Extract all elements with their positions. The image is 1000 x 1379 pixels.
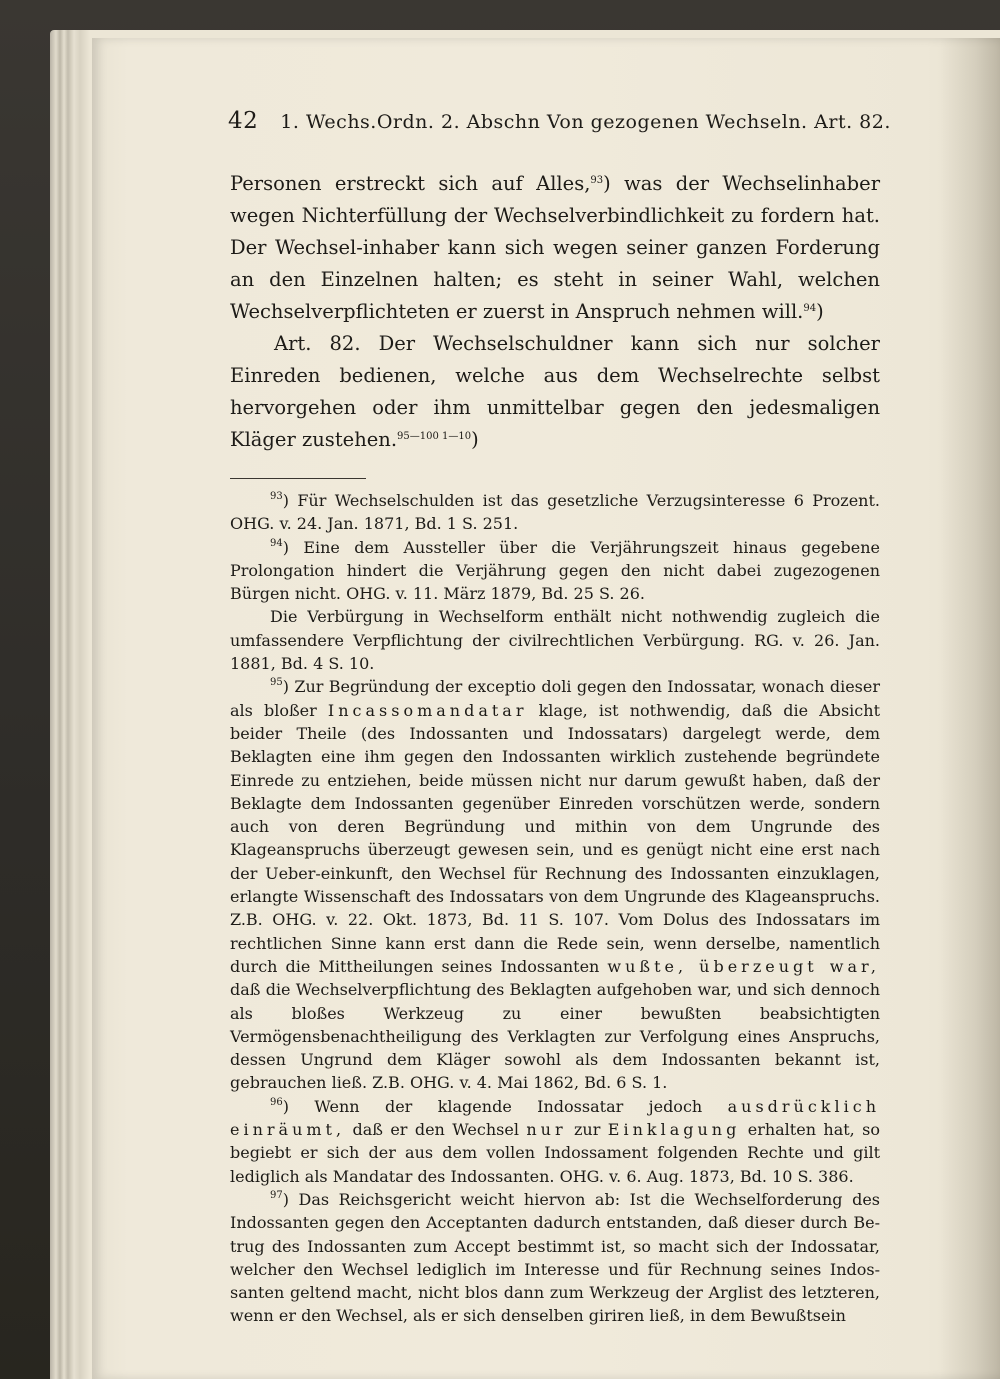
- article-label: Art. 82.: [274, 332, 361, 355]
- footnote-93: $^{93}$) Für Wechselschulden ist das gesetzliche Verzugsinteresse 6 Prozent. OHG. v. 24. Jan. 1871, Bd. 1 S. 251.: [230, 491, 880, 534]
- footnote-97: $^{97}$) Das Reichsgericht weicht hiervon ab: Ist die Wechselforderung des Indossanten gegen den Acceptanten dadurch entstanden, daß dieser durch Be-trug des Indossanten zum Accept bestimmt ist, so macht sich der Indossatar, welcher den Wechsel lediglich im Interesse und für Rechnung seines Indos-santen geltend macht, nicht blos dann zum Werkzeug der Arglist des letzteren, wenn er den Wechsel, als er sich denselben giriren ließ, in dem Bewußtsein: [230, 1189, 880, 1326]
- footnote-ref-93: 93: [590, 175, 604, 186]
- page-number: 42: [228, 108, 259, 134]
- paragraph-art-82: Art. 82. Der Wechselschuldner kann sich nur solcher Einreden bedienen, welche aus dem Wechselrechte selbst hervorgehen oder ihm unmittelbar gegen den jedesmaligen Kläger zustehen.$^{95—100 1—10}$): [230, 332, 880, 451]
- body-text: [230, 168, 880, 456]
- footnote-95: $^{95}$) Zur Begründung der exceptio doli gegen den Indossatar, wonach dieser als bloßer Incassomandatar klage, ist nothwendig, daß die Absicht beider Theile (des Indossanten und Indossatars) dargelegt werde, dem Beklagten eine ihm gegen den Indossanten wirklich zustehende begründete Einrede zu entziehen, beide müssen nicht nur darum gewußt haben, daß der Beklagte dem Indossanten gegenüber Einreden vorschützen werde, sondern auch von deren Begründung und mithin von dem Ungrunde des Klageanspruchs überzeugt gewesen sein, und es genügt nicht eine erst nach der Ueber-einkunft, den Wechsel für Rechnung des Indossanten einzuklagen, erlangte Wissenschaft des Indossatars von dem Ungrunde des Klageanspruchs. Z.B. OHG. v. 22. Okt. 1873, Bd. 11 S. 107. Vom Dolus des Indossatars im rechtlichen Sinne kann erst dann die Rede sein, wenn derselbe, namentlich durch die Mittheilungen seines Indossanten wußte, überzeugt war, daß die Wechselverpflichtung des Beklagten aufgehoben war, und sich dennoch als bloßes Werkzeug zu einer bewußten beabsichtigten Vermögensbenachtheiligung des Verklagten zur Verfolgung eines Anspruchs, dessen Ungrund dem Kläger sowohl als dem Indossanten bekannt ist, gebrauchen ließ. Z.B. OHG. v. 4. Mai 1862, Bd. 6 S. 1.: [230, 677, 880, 1093]
- page-content: [228, 108, 891, 1328]
- footnote-ref-94: 94: [803, 303, 817, 314]
- footnotes: [230, 489, 880, 1328]
- paragraph-1: Personen erstreckt sich auf Alles,$^{93}$) was der Wechselinhaber wegen Nichterfüllung der Wechselverbindlichkeit zu fordern hat. Der Wechsel-inhaber kann sich wegen seiner ganzen Forderung an den Einzelnen halten; es steht in seiner Wahl, welchen Wechselverpflichteten er zuerst in Anspruch nehmen will.$^{94}$): [230, 172, 881, 323]
- spine-shadow: [940, 38, 1000, 1379]
- footnote-rule: [230, 478, 366, 479]
- footnote-94-continued: Die Verbürgung in Wechselform enthält nicht nothwendig zugleich die umfassendere Verpflichtung der civilrechtlichen Verbürgung. RG. v. 26. Jan. 1881, Bd. 4 S. 10.: [230, 607, 880, 674]
- footnote-ref-95-100: 95—100 1—10: [397, 431, 472, 442]
- footnote-94: $^{94}$) Eine dem Aussteller über die Verjährungszeit hinaus gegebene Prolongation hindert die Verjährung gegen den nicht dabei zugezogenen Bürgen nicht. OHG. v. 11. März 1879, Bd. 25 S. 26.: [230, 537, 880, 604]
- running-head-title: 1. Wechs.Ordn. 2. Abschn Von gezogenen Wechseln. Art. 82.: [280, 111, 891, 133]
- footnote-96: $^{96}$) Wenn der klagende Indossatar jedoch ausdrücklich einräumt, daß er den Wechsel nur zur Einklagung erhalten hat, so begiebt er sich der aus dem vollen Indossament folgenden Rechte und gilt lediglich als Mandatar des Indossanten. OHG. v. 6. Aug. 1873, Bd. 10 S. 386.: [230, 1096, 880, 1186]
- running-head: [228, 108, 891, 134]
